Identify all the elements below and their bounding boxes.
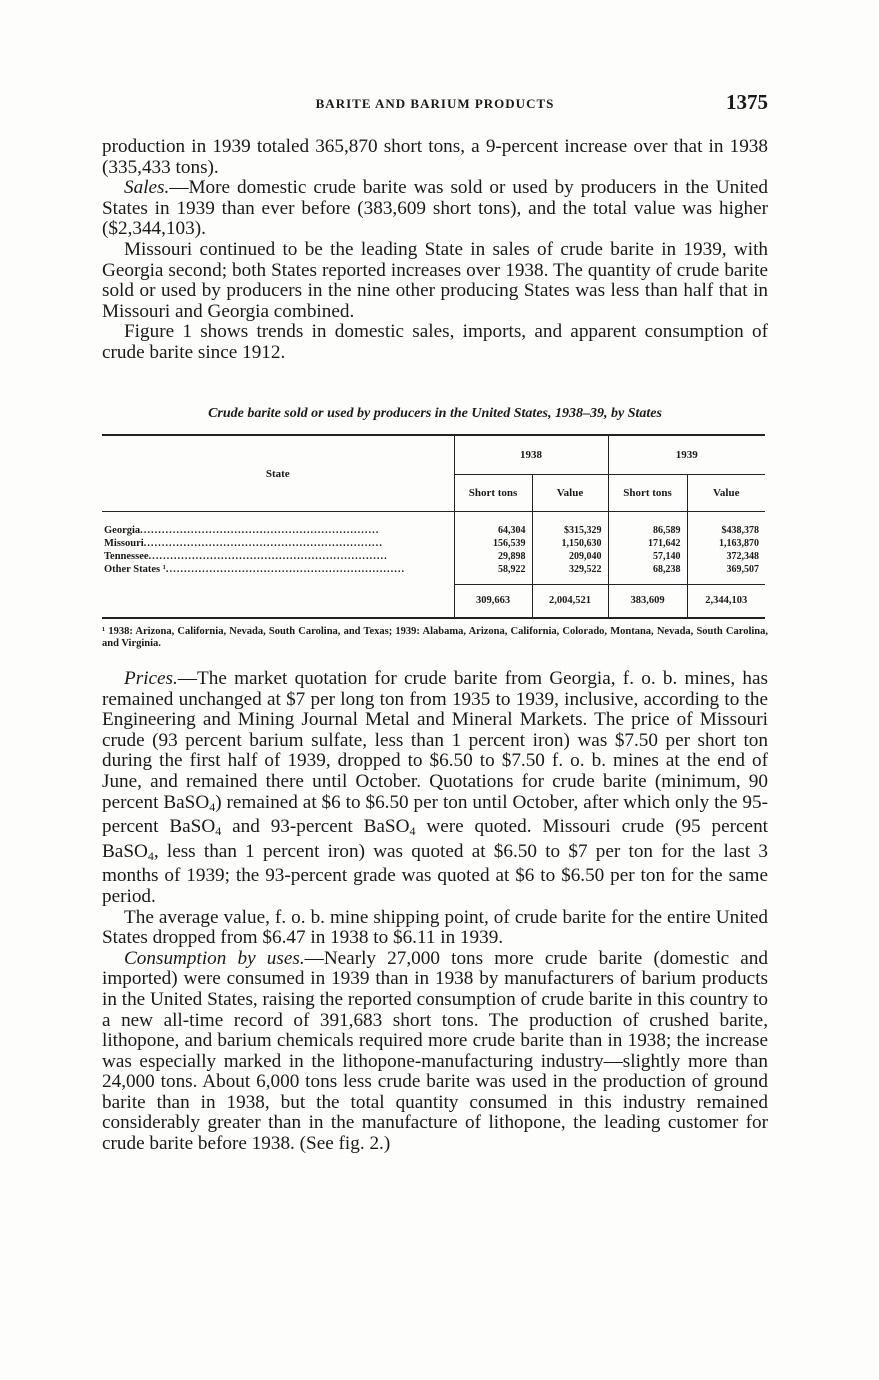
table-cell: 369,507 xyxy=(687,563,765,576)
subscript: 4 xyxy=(409,824,416,839)
column-header-1938: 1938 xyxy=(454,435,608,475)
table-cell: 209,040 xyxy=(532,550,608,563)
table-cell: 86,589 xyxy=(608,524,687,537)
consumption-text: —Nearly 27,000 tons more crude barite (domestic and imported) were consumed in 1939 than in 1938 by manufacturers of barium products in the United States, raising the reported consumption of crude barite in this country to a new all-time record of 391,683 short tons. The production of crushed barite, lithopone, and barium chemicals required more crude barite than in 1938; the increase was especially marked in the lithopone-manufacturing industry—slightly more than 24,000 tons. About 6,000 tons less crude barite was used in the production of ground barite than in 1938, but the total quantity consumed in this industry remained considerably greater than in the manufacture of lithopone, the leading customer for crude barite before 1938. (See fig. 2.) xyxy=(102,947,768,1155)
table-cell: $438,378 xyxy=(687,524,765,537)
state-name: Tennessee xyxy=(104,551,149,562)
subscript: 4 xyxy=(147,848,154,863)
paragraph-sales xyxy=(102,178,768,240)
column-header-value: Value xyxy=(687,475,765,512)
sales-text: —More domestic crude barite was sold or used by producers in the United States in 1939 than ever before (383,609 short tons), and the total value was higher ($2,344,103). xyxy=(102,177,768,240)
total-cell: 309,663 xyxy=(454,584,532,618)
prices-lead: Prices. xyxy=(124,668,178,689)
table-cell: 29,898 xyxy=(454,550,532,563)
table-row: Tennessee.................................................................. 29,898 209,040 57,140 372,348 xyxy=(102,550,765,563)
paragraph-average-value: The average value, f. o. b. mine shipping point, of crude barite for the entire United States dropped from $6.47 in 1938 to $6.11 in 1939. xyxy=(102,906,768,949)
table-cell: 171,642 xyxy=(608,537,687,550)
totals-row xyxy=(102,584,765,618)
running-title: BARITE AND BARIUM PRODUCTS xyxy=(315,96,555,111)
page-header xyxy=(102,90,768,116)
table-row: Other States ¹.................................................................. 58,922 329,522 68,238 369,507 xyxy=(102,563,765,576)
column-header-state: State xyxy=(102,435,454,512)
subscript: 4 xyxy=(209,799,216,814)
paragraph: production in 1939 totaled 365,870 short tons, a 9-percent increase over that in 1938 (335,433 tons). xyxy=(102,136,768,178)
total-cell: 383,609 xyxy=(608,584,687,618)
main-text xyxy=(102,669,768,1155)
barite-table xyxy=(102,434,765,619)
table-cell: 329,522 xyxy=(532,563,608,576)
prices-text: , less than 1 percent iron) was quoted at $6.50 to $7 per ton for the last 3 months of 1939; the 93-percent grade was quoted at $6 to $6.50 per ton for the same period. xyxy=(102,840,768,907)
state-name: Georgia xyxy=(104,525,141,536)
paragraph-consumption xyxy=(102,949,768,1155)
table-row: Missouri.................................................................. 156,539 1,150,630 171,642 1,163,870 xyxy=(102,537,765,550)
table-cell: $315,329 xyxy=(532,524,608,537)
paragraph: Missouri continued to be the leading State in sales of crude barite in 1939, with Georgia second; both States reported increases over 1938. The quantity of crude barite sold or used by producers in the nine other producing States was less than half that in Missouri and Georgia combined. xyxy=(102,238,768,322)
paragraph-prices xyxy=(102,669,768,908)
prices-text: —The market quotation for crude barite from Georgia, f. o. b. mines, has remained unchanged at $7 per long ton from 1935 to 1939, inclusive, according to the Engineering and Mining Journal Metal and Mineral Markets. The price of Missouri crude (93 percent barium sulfate, less than 1 percent iron) was $7.50 per short ton during the first half of 1939, dropped to $6.50 to $7.50 f. o. b. mines at the end of June, and remained there until October. Quotations for crude barite (minimum, 90 percent BaSO xyxy=(102,668,768,813)
column-header-short-tons: Short tons xyxy=(608,475,687,512)
table-cell: 372,348 xyxy=(687,550,765,563)
paragraph: Figure 1 shows trends in domestic sales, imports, and apparent consumption of crude barite since 1912. xyxy=(102,321,768,363)
column-header-1939: 1939 xyxy=(608,435,765,475)
prices-text: were quoted. Missouri crude (95 percent BaSO xyxy=(102,816,768,862)
prices-text: and 93-percent BaSO xyxy=(221,816,410,838)
column-header-short-tons: Short tons xyxy=(454,475,532,512)
intro-text xyxy=(102,137,768,364)
consumption-lead: Consumption by uses. xyxy=(124,947,305,969)
table-cell: 156,539 xyxy=(454,537,532,550)
sales-lead: Sales. xyxy=(124,177,170,199)
table-cell: 64,304 xyxy=(454,524,532,537)
table-footnote: ¹ 1938: Arizona, California, Nevada, South Carolina, and Texas; 1939: Alabama, Arizona, California, Colorado, Montana, Nevada, South Carolina, and Virginia. xyxy=(102,626,768,649)
table-cell: 58,922 xyxy=(454,563,532,576)
table-cell: 1,163,870 xyxy=(687,537,765,550)
page-number: 1375 xyxy=(726,90,768,114)
state-name: Other States ¹ xyxy=(104,564,166,575)
table-cell: 1,150,630 xyxy=(532,537,608,550)
table-row: Georgia.................................................................. 64,304 $315,329 86,589 $438,378 xyxy=(102,524,765,537)
table-caption: Crude barite sold or used by producers in the United States, 1938–39, by States xyxy=(208,406,662,421)
column-header-value: Value xyxy=(532,475,608,512)
subscript: 4 xyxy=(215,824,222,839)
total-cell: 2,344,103 xyxy=(687,584,765,618)
state-name: Missouri xyxy=(104,538,144,549)
total-cell: 2,004,521 xyxy=(532,584,608,618)
prices-text: ) remained at $6 to $6.50 per ton until October, after which only the 95-percent BaSO xyxy=(102,791,768,838)
table-cell: 57,140 xyxy=(608,550,687,563)
table-cell: 68,238 xyxy=(608,563,687,576)
